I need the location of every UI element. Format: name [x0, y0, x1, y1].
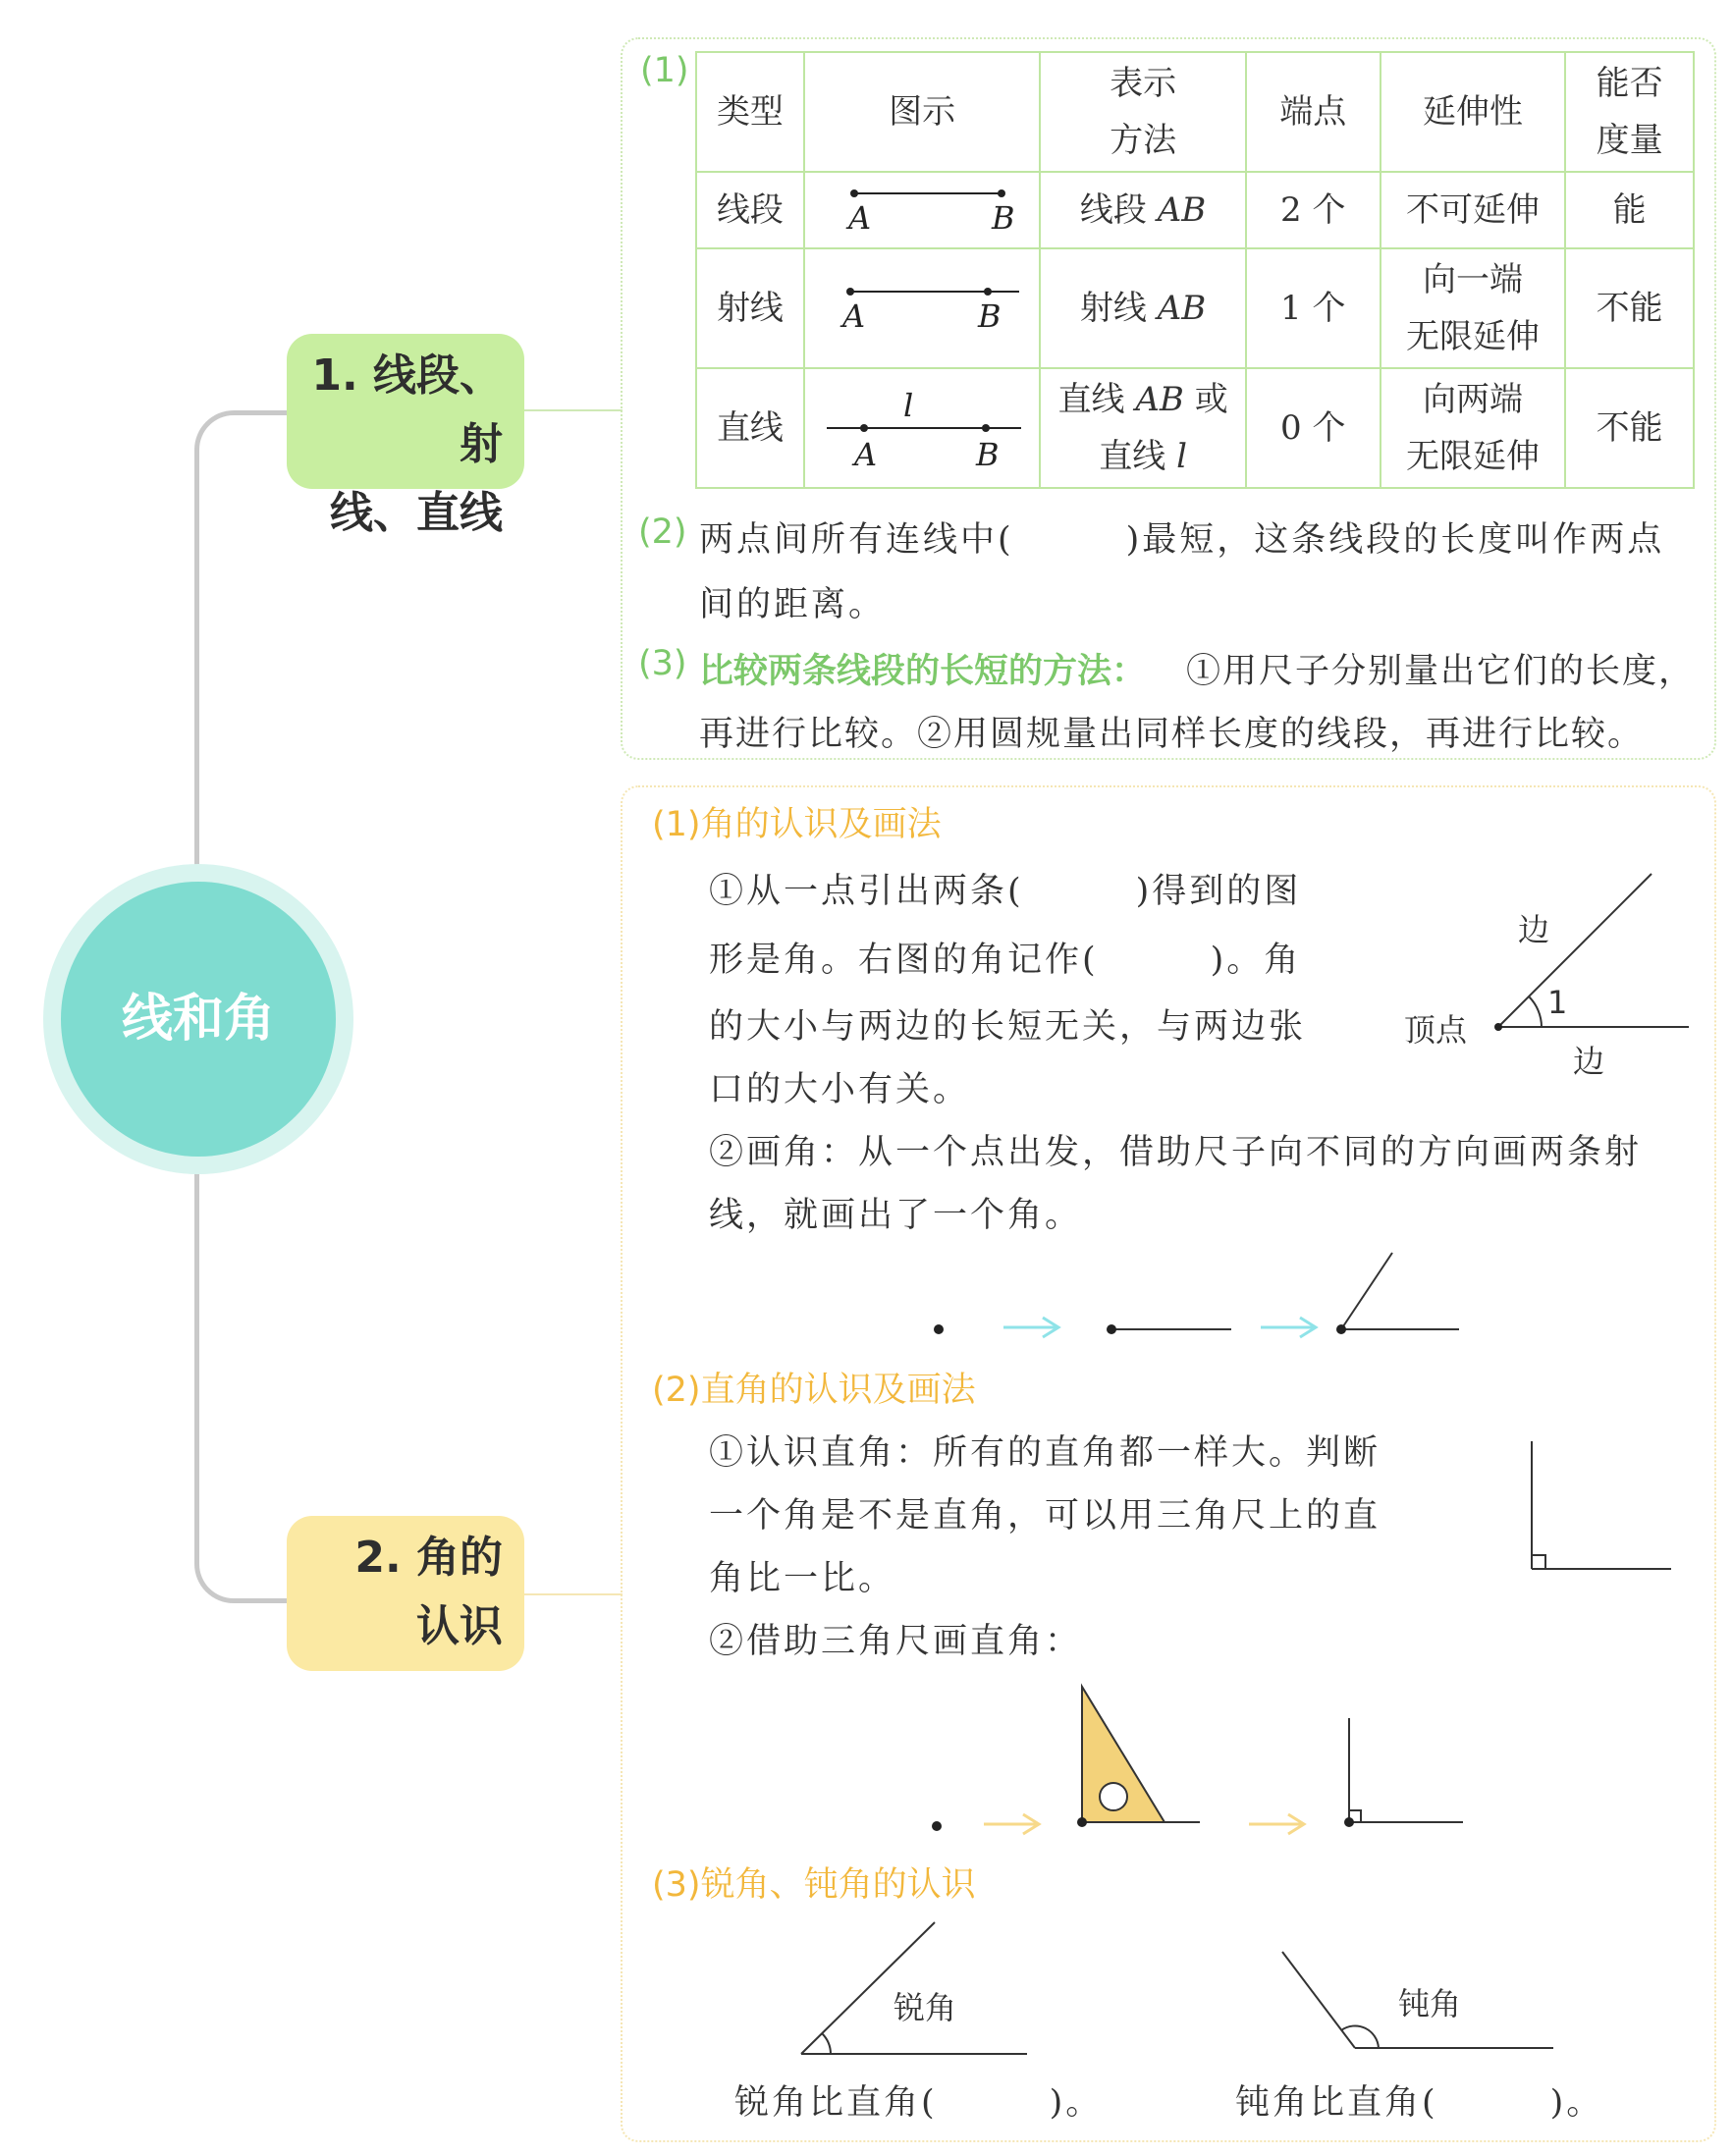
row-type: 射线 — [696, 248, 804, 368]
arrow-right-icon — [1249, 1814, 1304, 1834]
triangle-ruler-icon — [1077, 1687, 1200, 1827]
row-notation2-var: l — [1176, 437, 1187, 476]
item3-marker: (3) — [638, 644, 687, 683]
root-label: 线和角 — [121, 990, 275, 1049]
item3-heading: 比较两条线段的长短的方法： — [699, 652, 1147, 691]
s2-heading: (2)直角的认识及画法 — [652, 1371, 976, 1410]
node1-link — [524, 409, 623, 411]
obtuse-label: 钝角 — [1398, 1985, 1462, 2022]
ray-figure — [804, 248, 1041, 368]
obtuse-angle-figure — [1276, 1948, 1561, 2056]
line-point-a: A — [854, 436, 878, 473]
angle-side-bottom: 边 — [1573, 1043, 1605, 1080]
arrow-right-icon — [984, 1814, 1039, 1834]
row-notation — [1040, 368, 1245, 488]
s1-draw-line-1: ②画角：从一个点出发，借助尺子向不同的方向画两条射 — [709, 1133, 1643, 1172]
header-notation — [1040, 52, 1245, 172]
s1-line-1: ①从一点引出两条( )得到的图 — [709, 872, 1302, 911]
row-measurable: 不能 — [1565, 248, 1694, 368]
right-angle-figure — [1528, 1435, 1675, 1583]
line-svg — [815, 381, 1029, 475]
row-type: 线段 — [696, 172, 804, 248]
line-figure — [804, 368, 1041, 488]
row-extension-2: 无限延伸 — [1405, 437, 1540, 476]
s1-line-2: 形是角。右图的角记作( )。角 — [709, 941, 1302, 980]
line-point-b: B — [976, 436, 1000, 473]
item3-line1: ①用尺子分别量出它们的长度， — [1186, 652, 1696, 691]
item3-line2: 再进行比较。②用圆规量出同样长度的线段，再进行比较。 — [699, 715, 1645, 754]
row-extension: 不可延伸 — [1381, 172, 1566, 248]
node-lines[interactable] — [287, 334, 524, 538]
angle-vertex: 顶点 — [1404, 1011, 1468, 1049]
item2-line1: 两点间所有连线中( )最短，这条线段的长度叫作两点 — [699, 520, 1665, 560]
segment-figure — [804, 172, 1041, 248]
node-angles-title-2: 认识 — [416, 1601, 503, 1651]
header-measurable — [1565, 52, 1694, 172]
row-notation-or: 或 — [1194, 380, 1228, 419]
acute-label: 锐角 — [894, 1989, 957, 2026]
header-figure: 图示 — [804, 52, 1041, 172]
line-label-l: l — [903, 387, 914, 424]
segment-point-a: A — [848, 199, 872, 237]
segment-svg — [815, 176, 1029, 244]
row-extension-1: 向一端 — [1422, 260, 1523, 299]
segment-point-b: B — [992, 199, 1015, 237]
row-type: 直线 — [696, 368, 804, 488]
table-row — [696, 248, 1694, 368]
node-angles-title-1: 2. 角的 — [354, 1533, 503, 1583]
header-notation-2: 方法 — [1110, 121, 1177, 160]
angle-side-top: 边 — [1518, 911, 1550, 948]
ray-point-b: B — [978, 297, 1002, 335]
row-notation-word: 直线 — [1057, 380, 1125, 419]
ray-svg — [815, 274, 1029, 343]
row-endpoints: 1 个 — [1246, 248, 1381, 368]
s1-line-3: 的大小与两边的长短无关，与两边张 — [709, 1007, 1307, 1047]
node-angles[interactable] — [287, 1516, 524, 1671]
node2-link — [524, 1593, 623, 1595]
table-marker: (1) — [640, 51, 689, 90]
row-extension-2: 无限延伸 — [1405, 317, 1540, 356]
row-endpoints: 0 个 — [1246, 368, 1381, 488]
step-point — [932, 1821, 942, 1831]
row-extension-1: 向两端 — [1422, 380, 1523, 419]
s2-draw: ②借助三角尺画直角： — [709, 1622, 1083, 1661]
arrow-right-icon — [1261, 1318, 1316, 1337]
arrow-right-icon — [1003, 1318, 1058, 1337]
node-lines-title-2: 线、直线 — [330, 488, 503, 538]
line-types-table — [695, 51, 1695, 489]
draw-angle-steps — [923, 1247, 1473, 1345]
node-lines-title-1: 1. 线段、射 — [311, 350, 503, 469]
angle-figure — [1404, 854, 1699, 1080]
row-extension — [1381, 368, 1566, 488]
s2-line-1: ①认识直角：所有的直角都一样大。判断 — [709, 1433, 1381, 1473]
row-notation-var: AB — [1157, 190, 1207, 230]
s1-line-4: 口的大小有关。 — [709, 1070, 971, 1109]
s2-line-3: 角比一比。 — [709, 1559, 896, 1598]
acute-text: 锐角比直角( )。 — [734, 2083, 1104, 2123]
header-type: 类型 — [696, 52, 804, 172]
obtuse-text: 钝角比直角( )。 — [1235, 2083, 1604, 2123]
header-notation-1: 表示 — [1110, 64, 1177, 103]
item2-line2: 间的距离。 — [699, 585, 887, 624]
row-notation2-word: 直线 — [1099, 437, 1166, 476]
header-endpoints: 端点 — [1246, 52, 1381, 172]
table-row — [696, 368, 1694, 488]
acute-angle-figure — [795, 1916, 1031, 2064]
table-row — [696, 172, 1694, 248]
row-notation-line1 — [1047, 371, 1238, 428]
item2-marker: (2) — [638, 512, 687, 552]
header-measurable-2: 度量 — [1596, 121, 1663, 160]
row-extension — [1381, 248, 1566, 368]
row-measurable: 能 — [1565, 172, 1694, 248]
s1-heading: (1)角的认识及画法 — [652, 805, 942, 844]
step-point — [934, 1324, 944, 1334]
row-notation-word: 线段 — [1079, 190, 1147, 230]
s1-draw-line-2: 线，就画出了一个角。 — [709, 1196, 1083, 1235]
row-notation — [1040, 248, 1245, 368]
row-notation — [1040, 172, 1245, 248]
row-notation-var: AB — [1135, 380, 1184, 419]
row-notation-word: 射线 — [1079, 289, 1147, 328]
header-extension: 延伸性 — [1381, 52, 1566, 172]
row-endpoints: 2 个 — [1246, 172, 1381, 248]
header-measurable-1: 能否 — [1596, 64, 1663, 103]
ray-point-a: A — [842, 297, 866, 335]
draw-right-angle-steps — [923, 1675, 1473, 1842]
angle-mark: 1 — [1547, 984, 1568, 1021]
row-measurable: 不能 — [1565, 368, 1694, 488]
s2-line-2: 一个角是不是直角，可以用三角尺上的直 — [709, 1496, 1381, 1536]
row-notation-var: AB — [1157, 289, 1207, 328]
row-notation-line2 — [1047, 428, 1238, 485]
s3-heading: (3)锐角、钝角的认识 — [652, 1865, 976, 1905]
root-node — [61, 882, 336, 1157]
